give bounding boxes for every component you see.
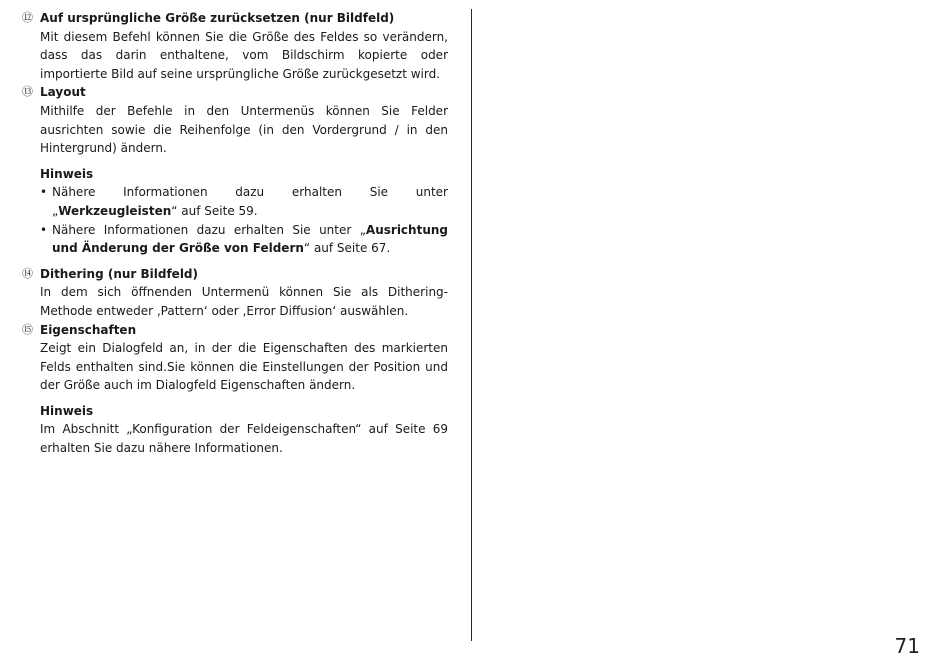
item-description: Zeigt ein Dialogfeld an, in der die Eigenschaften des markierten Felds enthalten sind.Sie können die Einstellungen der Position und der Größe auch im Dialogfeld Eigenschaften ändern. xyxy=(40,341,448,393)
item-title: Layout xyxy=(40,85,86,100)
bullet-text: Nähere Informationen dazu erhalten Sie unter „ xyxy=(52,222,366,237)
bullet-text: Nähere Informationen dazu erhalten Sie unter „ xyxy=(52,185,448,218)
item-title: Dithering (nur Bildfeld) xyxy=(40,266,199,281)
item-title: Eigenschaften xyxy=(40,322,137,337)
item-dithering xyxy=(22,265,448,321)
note-bullet xyxy=(40,183,448,220)
note-box xyxy=(22,165,448,258)
note-text: Im Abschnitt „Konfiguration der Feldeigenschaften“ auf Seite 69 erhalten Sie dazu nähere Informationen. xyxy=(40,422,448,456)
item-description: In dem sich öffnenden Untermenü können Sie als Dithering-Methode entweder ‚Pattern‘ oder ‚Error Diffusion‘ auswählen. xyxy=(40,285,448,318)
item-number: ⑫ xyxy=(22,11,33,24)
item-title: Auf ursprüngliche Größe zurücksetzen (nur Bildfeld) xyxy=(40,11,395,25)
column-divider xyxy=(471,9,472,641)
note-box xyxy=(22,402,448,458)
item-number: ⑬ xyxy=(22,85,33,99)
reference-link: Werkzeugleisten xyxy=(58,203,172,218)
item-number: ⑮ xyxy=(22,322,33,336)
bullet-text: “ auf Seite 67. xyxy=(303,241,391,256)
note-title: Hinweis xyxy=(40,166,94,181)
item-number: ⑭ xyxy=(22,266,33,280)
content-column xyxy=(22,9,448,458)
item-reset-size xyxy=(22,9,448,83)
reference-link: Ausrichtung und Änderung der Größe von Feldern xyxy=(52,222,448,256)
note-bullet-list xyxy=(40,183,448,257)
item-properties xyxy=(22,321,448,395)
item-layout xyxy=(22,83,448,157)
note-title: Hinweis xyxy=(40,403,94,418)
page-number: 71 xyxy=(894,634,920,658)
item-description: Mit diesem Befehl können Sie die Größe des Feldes so verändern, dass das darin enthaltene, vom Bildschirm kopierte oder importierte Bild auf seine ursprüngliche Größe zurückgesetzt wird. xyxy=(40,29,448,81)
item-description: Mithilfe der Befehle in den Untermenüs können Sie Felder ausrichten sowie die Reihenfolge (in den Vordergrund / in den Hintergrund) ändern. xyxy=(40,103,448,156)
note-bullet xyxy=(40,221,448,258)
bullet-text: “ auf Seite 59. xyxy=(171,203,258,218)
